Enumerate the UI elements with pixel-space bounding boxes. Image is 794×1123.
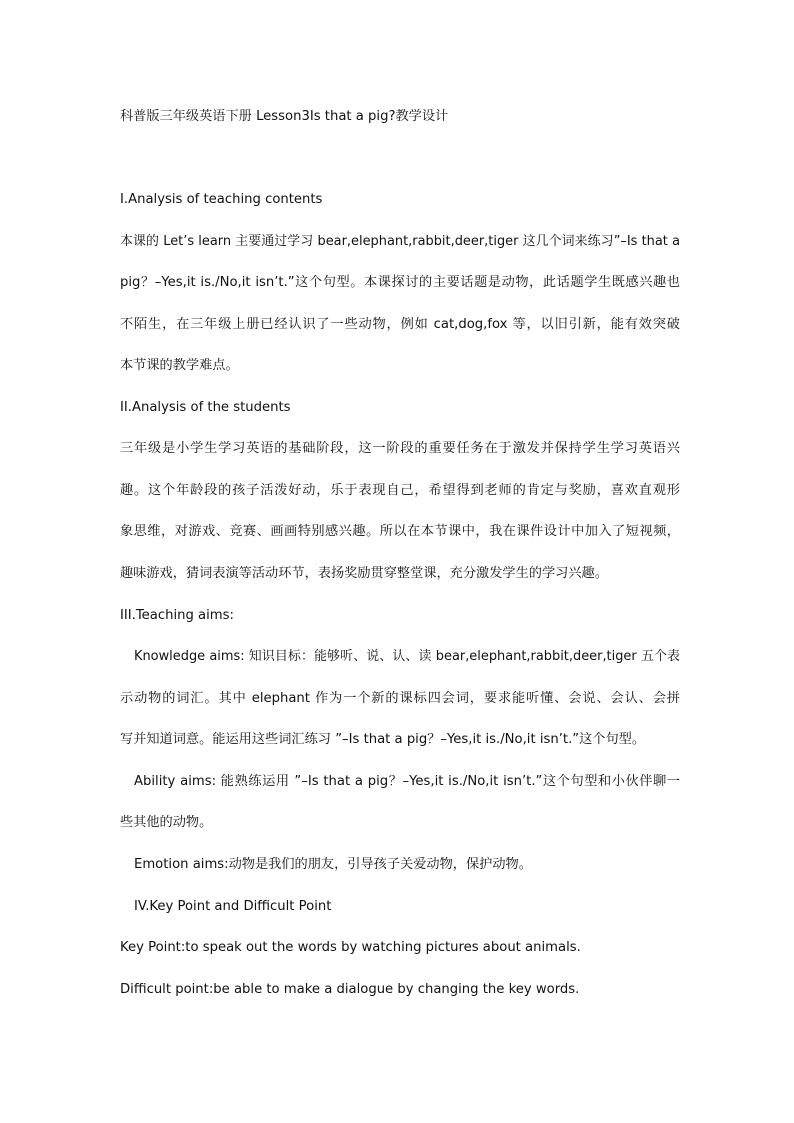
section-heading-key-points: IV.Key Point and Difficult Point (134, 899, 332, 914)
paragraph-line: pig？–Yes,it is./No,it isn’t.”这个句型。本课探讨的主要话题是动物，此话题学生既感兴趣也 (120, 275, 680, 290)
ability-aims-line: Ability aims: 能熟练运用 ”–Is that a pig？–Yes,it is./No,it isn’t.”这个句型和小伙伴聊一 (134, 774, 680, 789)
paragraph-line: 象思维，对游戏、竞赛、画画特别感兴趣。所以在本节课中，我在课件设计中加入了短视频， (120, 524, 680, 539)
paragraph-line: 三年级是小学生学习英语的基础阶段，这一阶段的重要任务在于激发并保持学生学习英语兴 (120, 441, 680, 456)
paragraph-line: 趣。这个年龄段的孩子活泼好动，乐于表现自己，希望得到老师的肯定与奖励，喜欢直观形 (120, 483, 680, 498)
ability-aims-line: 些其他的动物。 (120, 815, 213, 830)
key-point-line: Key Point:to speak out the words by watching pictures about animals. (120, 940, 581, 955)
knowledge-aims-line: 示动物的词汇。其中 elephant 作为一个新的课标四会词，要求能听懂、会说、会认、会拼 (120, 691, 680, 706)
knowledge-aims-line: 写并知道词意。能运用这些词汇练习 ”–Is that a pig？–Yes,it is./No,it isn’t.”这个句型。 (120, 732, 646, 747)
knowledge-aims-line: Knowledge aims: 知识目标：能够听、说、认、读 bear,elephant,rabbit,deer,tiger 五个表 (134, 649, 680, 664)
section-heading-aims: III.Teaching aims: (120, 608, 234, 623)
section-heading-contents: I.Analysis of teaching contents (120, 192, 323, 207)
paragraph-line: 趣味游戏，猜词表演等活动环节，表扬奖励贯穿整堂课，充分激发学生的学习兴趣。 (120, 566, 608, 581)
difficult-point-line: Difficult point:be able to make a dialogue by changing the key words. (120, 982, 580, 997)
emotion-aims-line: Emotion aims:动物是我们的朋友，引导孩子关爱动物，保护动物。 (134, 857, 532, 872)
document-title: 科普版三年级英语下册 Lesson3Is that a pig?教学设计 (120, 109, 449, 124)
paragraph-line: 本课的 Let’s learn 主要通过学习 bear,elephant,rabbit,deer,tiger 这几个词来练习”–Is that a (120, 234, 680, 249)
section-heading-students: II.Analysis of the students (120, 400, 291, 415)
paragraph-line: 不陌生，在三年级上册已经认识了一些动物，例如 cat,dog,fox 等，以旧引新，能有效突破 (120, 317, 680, 332)
paragraph-line: 本节课的教学难点。 (120, 358, 239, 373)
